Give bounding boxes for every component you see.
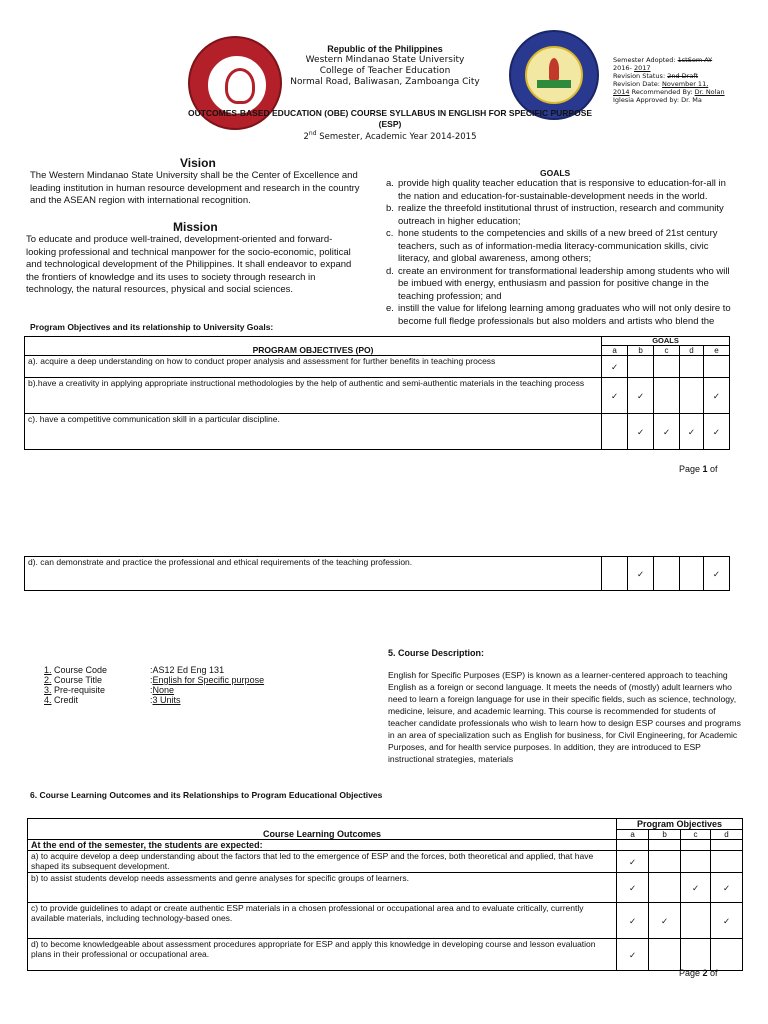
empty-cell [602,557,628,591]
syllabus-subtitle: (ESP) [378,119,402,129]
goal-text: create an environment for transformational leadership among students who will be imbued with energy, enthusiasm and passion for positive change in the teaching profession; and [398,265,730,302]
row-text: b) to assist students develop needs assessments and genre analyses for specific groups of learners. [28,873,617,903]
revision-date-label: Revision Date: [613,80,660,88]
goal-letter-header: d [680,346,704,356]
row-text: a) to acquire develop a deep understanding about the factors that led to the emergence of ESP and the forces, both theoretical and applied, that have shaped its subsequent development. [28,851,617,873]
empty-cell [680,356,704,378]
check-mark-icon: ✓ [628,378,654,414]
check-mark-icon: ✓ [703,378,729,414]
course-info-list [44,665,344,705]
course-description-heading: 5. Course Description: [388,648,485,658]
vision-text: The Western Mindanao State University shall be the Center of Excellence and leading institution in human resource development and research in the country and the ASEAN region with international recognition. [30,170,360,206]
check-mark-icon: ✓ [628,414,654,450]
goal-item [386,178,736,203]
course-info-number: 2. [44,675,52,685]
course-info-number: 1. [44,665,52,675]
clo-row [28,903,743,939]
course-info-label: Credit [54,695,79,705]
course-info-number: 3. [44,685,52,695]
goal-letter-header: c [654,346,680,356]
document-meta [613,56,753,104]
empty-cell [711,939,743,971]
course-info-colon: : [150,675,153,685]
po-table-continued [24,556,730,591]
empty-cell [649,939,681,971]
revision-date-a: November 11, [662,80,709,88]
check-mark-icon: ✓ [654,414,680,450]
clo-row [28,939,743,971]
empty-cell [711,851,743,873]
row-text: c). have a competitive communication skill in a particular discipline. [25,414,602,450]
check-mark-icon: ✓ [617,873,649,903]
cte-seal-logo [509,30,599,120]
check-mark-icon: ✓ [602,378,628,414]
course-info-label: Course Code [54,665,108,675]
semester-adopted-label: Semester Adopted: [613,56,676,64]
row-text: b).have a creativity in applying appropriate instructional methodologies by the help of authentic and semi-authentic materials in the teaching process [25,378,602,414]
course-info-value: English for Specific purpose [152,675,265,685]
goal-text: realize the threefold institutional thrust of instruction, research and community outreach in higher education; [398,203,724,227]
check-mark-icon: ✓ [703,557,729,591]
mission-heading: Mission [173,220,218,234]
empty-cell [628,356,654,378]
goal-letter: e. [386,303,394,314]
clo-table [27,818,743,971]
empty-cell [681,851,711,873]
empty-cell [681,903,711,939]
goal-letter-header: b [649,830,681,840]
goal-letter-header: a [617,830,649,840]
year-a: 2016- [613,64,632,72]
empty-cell [680,557,704,591]
course-info-label: Pre-requisite [54,685,106,695]
check-mark-icon: ✓ [628,557,654,591]
semester-adopted-struck: 1stSem AY [677,56,713,64]
goals-list [386,178,736,336]
clo-col-header: Course Learning Outcomes [28,819,617,840]
course-info-item [44,665,344,675]
course-info-colon: : [150,665,153,675]
goal-item [386,228,736,266]
university-name: Western Mindanao State University [305,55,465,65]
course-info-value: None [152,685,175,695]
check-mark-icon: ✓ [602,356,628,378]
po-row [25,557,730,591]
po-row [25,378,730,414]
course-info-colon: : [150,685,153,695]
course-info-label: Course Title [54,675,103,685]
goals-heading: GOALS [540,168,571,178]
po-goals-header: GOALS [602,337,730,346]
republic-line: Republic of the Philippines [327,44,443,54]
check-mark-icon: ✓ [703,414,729,450]
clo-row [28,873,743,903]
empty-cell [602,414,628,450]
semester-line: 2nd Semester, Academic Year 2014-2015 [303,130,477,142]
row-text: d) to become knowledgeable about assessment procedures appropriate for ESP and apply this knowledge in developing course and lesson evaluation plans in their professional or occupational area. [28,939,617,971]
po-caption: Program Objectives and its relationship to University Goals: [30,322,274,332]
goal-item [386,203,736,228]
goal-text: hone students to the competencies and skills of a new breed of 21st century teachers, such as of information-media literacy-communication skills, civic literacy, and global awareness, among others; [398,228,718,264]
row-text: d). can demonstrate and practice the professional and ethical requirements of the teaching profession. [25,557,602,591]
goal-letter-header: a [602,346,628,356]
clo-intro: At the end of the semester, the students are expected: [28,840,617,851]
course-info-value: AS12 Ed Eng 131 [152,665,225,675]
course-info-item [44,695,344,705]
goal-letter-header: b [628,346,654,356]
goal-text: instill the value for lifelong learning among graduates who will not only desire to become full fledge professionals but also molders and artists who blend the [398,303,731,327]
syllabus-title: OUTCOMES-BASED EDUCATION (OBE) COURSE SYLLABUS IN ENGLISH FOR SPECIFIC PURPOSE [187,108,593,118]
revision-status-struck: 2nd Draft [667,72,699,80]
course-description-text: English for Specific Purposes (ESP) is known as a learner-centered approach to teaching English as a foreign or second language. It meets the needs of (mostly) adult learners who need to learn a foreign language for use in their specific fields, such as science, technology, medicine, leisure, and academic learning. This course is recommended for students of teacher candidate professionals who wish to learn how to design ESP courses and programs in an area of specialization such as English for business, for Civil Engineering, for Academic Purposes, and for health service purposes. In addition, they are introduced to ESP instructional strategies, materials [388,670,741,764]
goal-letter-header: e [703,346,729,356]
check-mark-icon: ✓ [649,903,681,939]
address: Normal Road, Baliwasan, Zamboanga City [290,77,480,87]
check-mark-icon: ✓ [617,903,649,939]
po-row [25,414,730,450]
check-mark-icon: ✓ [680,414,704,450]
clo-po-header: Program Objectives [617,819,743,830]
mission-text: To educate and produce well-trained, development-oriented and forward-looking professional and technical manpower for the socio-economic, political and technological development of the Philippines. It shall endeavor to expand the frontiers of knowledge and its uses to society through research in technology, the natural resources, physical and social sciences. [26,234,352,295]
recommended-value: Dr. Nolan [694,88,725,96]
clo-caption: 6. Course Learning Outcomes and its Relationships to Program Educational Objectives [30,790,383,800]
goal-item [386,266,736,304]
po-table [24,336,730,450]
clo-row [28,851,743,873]
vision-heading: Vision [180,156,216,170]
year-b: 2017 [633,64,651,72]
empty-cell [703,356,729,378]
goal-letter: a. [386,178,394,189]
course-info-number: 4. [44,695,52,705]
po-col-header: PROGRAM OBJECTIVES (PO) [25,337,602,356]
empty-cell [649,851,681,873]
course-info-value: 3 Units [152,695,181,705]
page-1-number: Page 1 of [679,464,718,474]
goal-letter-header: c [681,830,711,840]
check-mark-icon: ✓ [711,903,743,939]
college-name: College of Teacher Education [319,66,451,76]
row-text: c) to provide guidelines to adapt or create authentic ESP materials in a chosen professional or occupational area and to evaluate critically, currently available materials, including technology-based ones. [28,903,617,939]
page-2-number: Page 2 of [679,968,718,978]
check-mark-icon: ✓ [681,873,711,903]
course-info-item [44,675,344,685]
goal-letter: c. [386,228,394,239]
empty-cell [654,557,680,591]
goal-letter: d. [386,265,394,277]
revision-status-label: Revision Status: [613,72,666,80]
check-mark-icon: ✓ [711,873,743,903]
empty-cell [681,939,711,971]
revision-date-b: 2014 [613,88,630,96]
goal-item [386,303,736,328]
empty-cell [654,378,680,414]
goal-letter: b. [386,203,394,214]
empty-cell [654,356,680,378]
recommended-label: Recommended By: [631,88,693,96]
check-mark-icon: ✓ [617,939,649,971]
goal-letter-header: d [711,830,743,840]
po-row [25,356,730,378]
meta-line5: Iglesia Approved by: Dr. Ma [613,96,702,104]
row-text: a). acquire a deep understanding on how to conduct proper analysis and assessment for further benefits in teaching process [25,356,602,378]
course-info-colon: : [150,695,153,705]
empty-cell [649,873,681,903]
empty-cell [680,378,704,414]
check-mark-icon: ✓ [617,851,649,873]
goal-text: provide high quality teacher education that is responsive to education-for-all in the nation and education-for-sustainable-development needs in the world. [398,178,726,202]
course-info-item [44,685,344,695]
